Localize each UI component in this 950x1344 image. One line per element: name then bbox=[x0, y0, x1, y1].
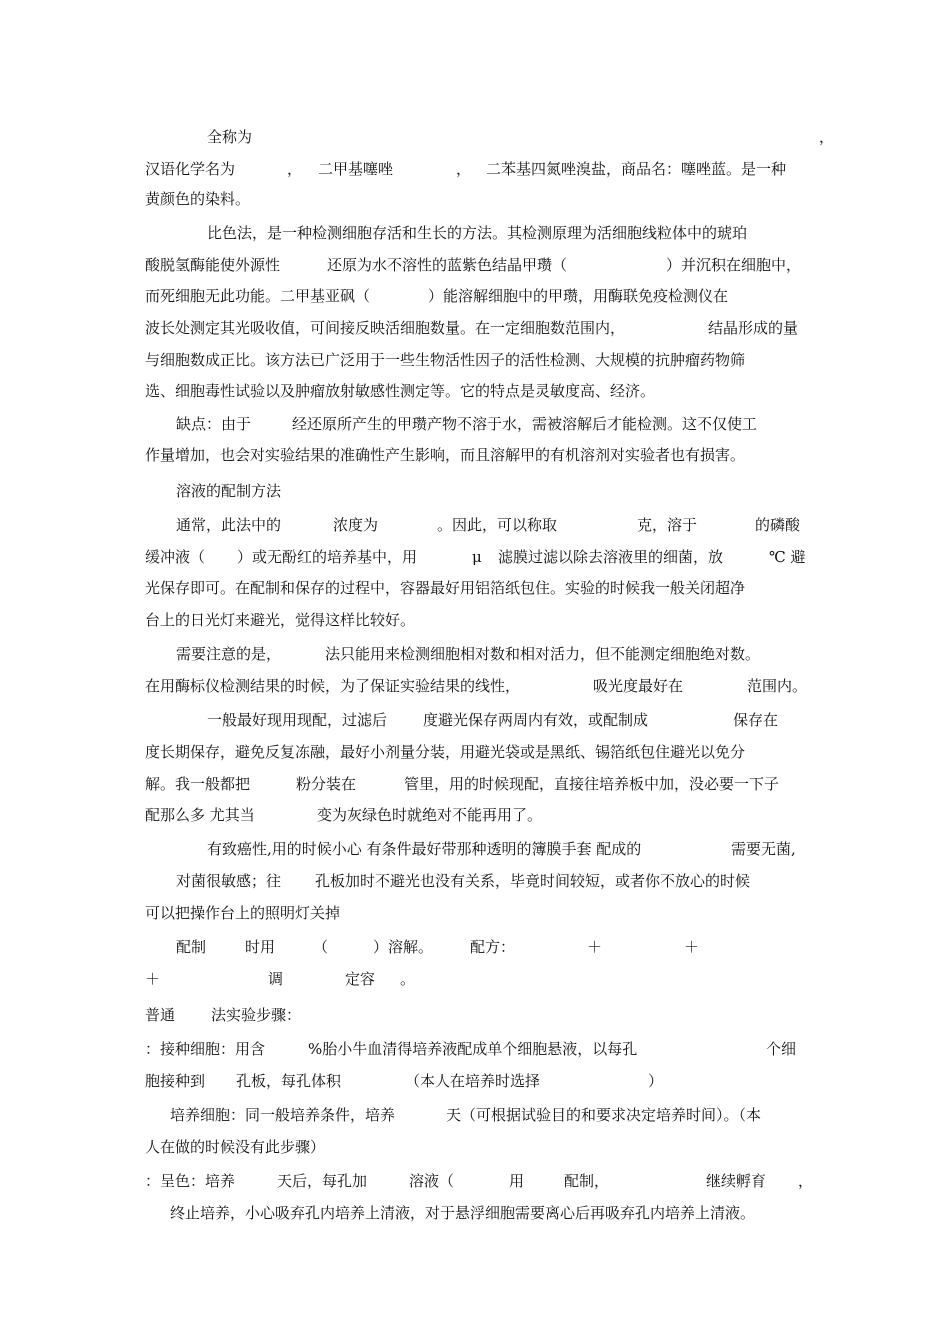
text-segment: ＋ bbox=[684, 938, 700, 956]
text-segment: ， bbox=[456, 160, 472, 178]
text-segment: ℃ 避 bbox=[769, 548, 806, 566]
text-segment: μ bbox=[472, 548, 482, 566]
text-segment: 与细胞数成正比。该方法已广泛用于一些生物活性因子的活性检测、大规模的抗肿瘤药物筛 bbox=[145, 351, 746, 369]
text-segment: 二甲基噻唑 bbox=[318, 160, 394, 178]
text-segment: 而死细胞无此功能。二甲基亚砜（ bbox=[145, 287, 371, 305]
text-segment: ）能溶解细胞中的甲瓒，用酶联免疫检测仪在 bbox=[428, 287, 729, 305]
text-segment: 调 bbox=[268, 970, 284, 988]
text-segment: 可以把操作台上的照明灯关掉 bbox=[145, 904, 341, 922]
text-segment: 人在做的时候没有此步骤） bbox=[145, 1138, 326, 1156]
text-segment: 台上的日光灯来避光，觉得这样比较好。 bbox=[145, 611, 416, 629]
text-segment: 定容 bbox=[345, 970, 376, 988]
text-segment: 溶液（ bbox=[409, 1172, 455, 1190]
text-segment: 缓冲液（ bbox=[145, 548, 206, 566]
text-segment: 天（可根据试验目的和要求决定培养时间）。（本 bbox=[446, 1106, 762, 1124]
text-segment: 全称为 bbox=[207, 128, 253, 146]
text-segment: 保存在 bbox=[733, 711, 779, 729]
text-segment: 浓度为 bbox=[333, 516, 379, 534]
text-segment: 配制 bbox=[176, 938, 207, 956]
text-segment: 法实验步骤： bbox=[211, 1006, 302, 1024]
text-segment: 滤膜过滤以除去溶液里的细菌，放 bbox=[498, 548, 724, 566]
text-segment: 配制， bbox=[564, 1172, 610, 1190]
text-segment: 结晶形成的量 bbox=[708, 319, 799, 337]
text-segment: 经还原所产生的甲瓒产物不溶于水，需被溶解后才能检测。这不仅使工 bbox=[292, 415, 758, 433]
text-segment: 溶液的配制方法 bbox=[176, 482, 282, 500]
text-segment: 。 bbox=[400, 970, 416, 988]
text-segment: 汉语化学名为 bbox=[145, 160, 236, 178]
text-segment: 时用 bbox=[245, 938, 276, 956]
text-segment: ）溶解。 bbox=[373, 938, 434, 956]
text-segment: 对菌很敏感；往 bbox=[176, 872, 282, 890]
text-segment: 还原为水不溶性的蓝紫色结晶甲瓒（ bbox=[327, 256, 568, 274]
text-segment: 需要注意的是， bbox=[176, 645, 282, 663]
text-segment: 黄颜色的染料。 bbox=[145, 190, 251, 208]
text-segment: 。因此，可以称取 bbox=[437, 516, 558, 534]
text-segment: 波长处测定其光吸收值，可间接反映活细胞数量。在一定细胞数范围内， bbox=[145, 319, 626, 337]
text-segment: 克，溶于 bbox=[637, 516, 698, 534]
text-segment: 胞接种到 bbox=[145, 1072, 206, 1090]
text-segment: 配方： bbox=[470, 938, 516, 956]
text-segment: 用 bbox=[509, 1172, 525, 1190]
text-segment: 法只能用来检测细胞相对数和相对活力，但不能测定细胞绝对数。 bbox=[325, 645, 761, 663]
text-segment: ， bbox=[287, 160, 303, 178]
text-segment: ＋ bbox=[145, 970, 161, 988]
text-segment: ：呈色：培养 bbox=[145, 1172, 236, 1190]
text-segment: 天后，每孔加 bbox=[277, 1172, 368, 1190]
text-segment: ， bbox=[819, 128, 835, 146]
text-segment: ：接种细胞：用含 bbox=[145, 1040, 266, 1058]
text-segment: 度避光保存两周内有效，或配制成 bbox=[423, 711, 649, 729]
text-segment: 在用酶标仪检测结果的时候，为了保证实验结果的线性， bbox=[145, 677, 521, 695]
text-segment: 有致癌性,用的时候小心 有条件最好带那种透明的簿膜手套 配成的 bbox=[207, 840, 642, 858]
text-segment: 作量增加，也会对实验结果的准确性产生影响，而且溶解甲的有机溶剂对实验者也有损害。 bbox=[145, 446, 746, 464]
text-segment: 度长期保存，避免反复冻融，最好小剂量分装，用避光袋或是黑纸、锡箔纸包住避光以免分 bbox=[145, 743, 746, 761]
text-segment: 一般最好现用现配，过滤后 bbox=[207, 711, 388, 729]
text-segment: 比色法，是一种检测细胞存活和生长的方法。其检测原理为活细胞线粒体中的琥珀 bbox=[207, 224, 748, 242]
text-segment: 吸光度最好在 bbox=[593, 677, 684, 695]
text-segment: 光保存即可。在配制和保存的过程中，容器最好用铝箔纸包住。实验的时候我一般关闭超净 bbox=[145, 579, 746, 597]
text-segment: 个细 bbox=[766, 1040, 797, 1058]
text-segment: ）或无酚红的培养基中，用 bbox=[237, 548, 418, 566]
text-segment: 酸脱氢酶能使外源性 bbox=[145, 256, 281, 274]
text-segment: 的磷酸 bbox=[755, 516, 801, 534]
text-segment: ， bbox=[798, 1172, 814, 1190]
text-segment: 通常，此法中的 bbox=[176, 516, 282, 534]
text-segment: 需要无菌, bbox=[731, 840, 796, 858]
text-segment: 选、细胞毒性试验以及肿瘤放射敏感性测定等。它的特点是灵敏度高、经济。 bbox=[145, 382, 656, 400]
text-segment: 终止培养，小心吸弃孔内培养上清液，对于悬浮细胞需要离心后再吸弃孔内培养上清液。 bbox=[170, 1204, 756, 1222]
text-segment: 培养细胞：同一般培养条件，培养 bbox=[170, 1106, 396, 1124]
text-segment: ＋ bbox=[587, 938, 603, 956]
text-segment: （本人在培养时选择 bbox=[405, 1072, 541, 1090]
text-segment: （ bbox=[313, 938, 329, 956]
text-segment: ） bbox=[648, 1072, 664, 1090]
text-segment: 二苯基四氮唑溴盐，商品名：噻唑蓝。是一种 bbox=[486, 160, 787, 178]
text-segment: 配那么多 尤其当 bbox=[145, 806, 255, 824]
text-segment: 孔板，每孔体积 bbox=[236, 1072, 342, 1090]
text-segment: 范围内。 bbox=[747, 677, 808, 695]
text-segment: 孔板加时不避光也没有关系，毕竟时间较短，或者你不放心的时候 bbox=[315, 872, 751, 890]
text-segment: ）并沉积在细胞中， bbox=[666, 256, 802, 274]
text-segment: 粉分装在 bbox=[296, 775, 357, 793]
text-segment: 变为灰绿色时就绝对不能再用了。 bbox=[317, 806, 543, 824]
text-segment: 缺点：由于 bbox=[176, 415, 252, 433]
text-segment: 普通 bbox=[145, 1006, 176, 1024]
text-segment: 继续孵育 bbox=[706, 1172, 767, 1190]
text-segment: 解。我一般都把 bbox=[145, 775, 251, 793]
text-segment: %胎小牛血清得培养液配成单个细胞悬液，以每孔 bbox=[308, 1040, 638, 1058]
text-segment: 管里，用的时候现配，直接往培养板中加，没必要一下子 bbox=[404, 775, 780, 793]
